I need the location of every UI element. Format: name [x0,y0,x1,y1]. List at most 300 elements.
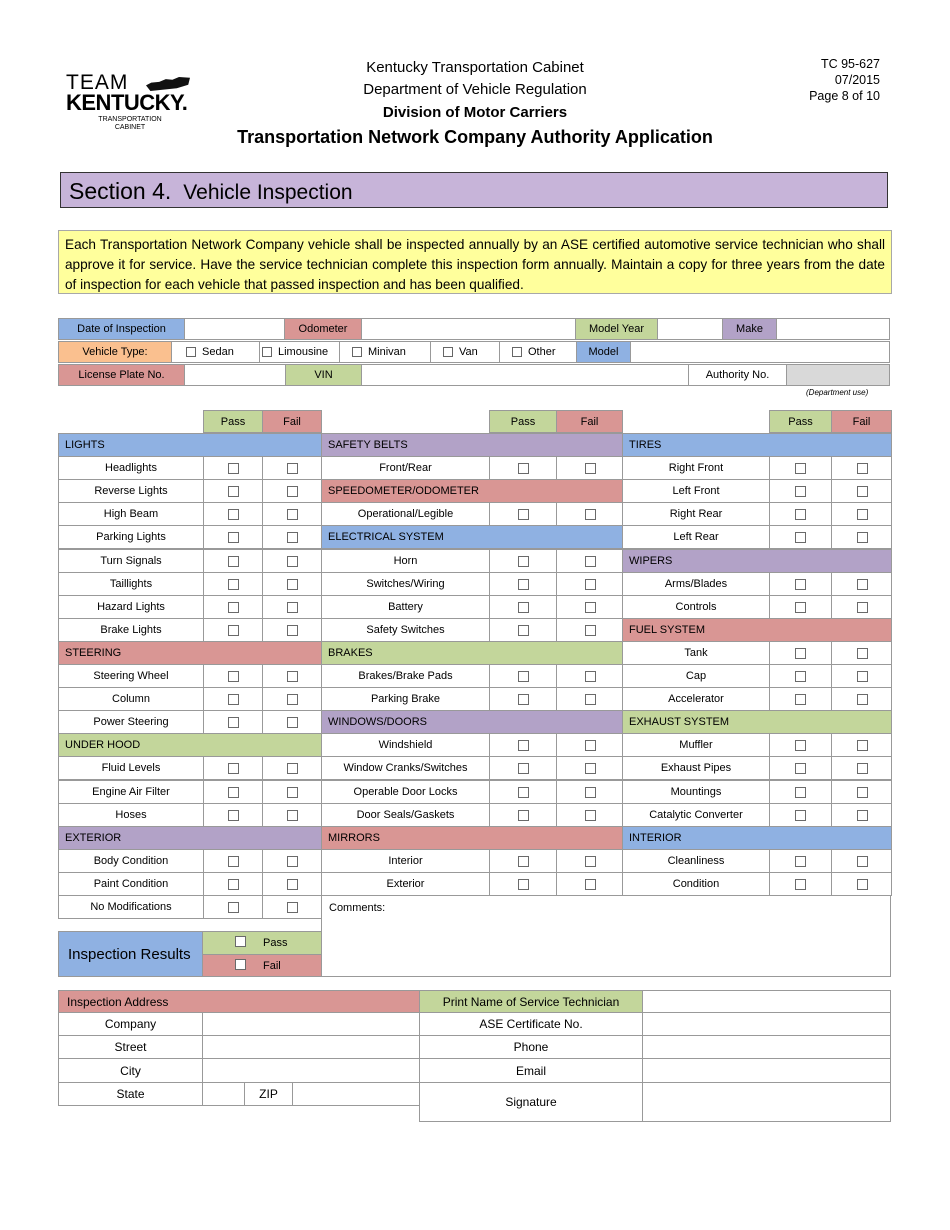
engine-air-filter-fail-checkbox[interactable] [287,787,298,798]
street-label: Street [58,1035,203,1059]
model-label: Model [576,341,631,363]
switches-wiring-fail-checkbox[interactable] [585,579,596,590]
fluid-levels-pass-checkbox[interactable] [228,763,239,774]
operational-legible-pass-checkbox[interactable] [518,509,529,520]
safety-switches-pass-checkbox[interactable] [518,625,529,636]
section-fuel-header: FUEL SYSTEM [622,618,892,642]
section-heading [60,172,888,208]
item-turn-signals-label: Turn Signals [58,549,204,573]
section-exterior-header: EXTERIOR [58,826,322,850]
item-operable-door-locks-fail-cell [556,780,623,804]
item-accelerator-pass-cell [769,687,832,711]
muffler-fail-checkbox[interactable] [857,740,868,751]
results-pass-label: Pass [263,937,288,949]
signature-field[interactable] [642,1082,891,1122]
item-body-condition-fail-cell [262,849,322,873]
headlights-pass-checkbox[interactable] [228,463,239,474]
right-rear-pass-checkbox[interactable] [795,509,806,520]
column-fail-checkbox[interactable] [287,694,298,705]
controls-pass-checkbox[interactable] [795,602,806,613]
item-left-rear-label: Left Rear [622,525,770,549]
item-exhaust-pipes-fail-cell [831,756,892,780]
steering-wheel-pass-checkbox[interactable] [228,671,239,682]
item-engine-air-filter-pass-cell [203,780,263,804]
item-right-rear-fail-cell [831,502,892,526]
inspection-address-header: Inspection Address [58,990,420,1013]
vehicle-type-sedan[interactable] [186,346,234,358]
item-paint-condition-pass-cell [203,872,263,896]
left-front-pass-checkbox[interactable] [795,486,806,497]
condition-fail-checkbox[interactable] [857,879,868,890]
item-turn-signals-pass-cell [203,549,263,573]
inspection-results-label: Inspection Results [58,931,203,977]
engine-air-filter-pass-checkbox[interactable] [228,787,239,798]
cleanliness-pass-checkbox[interactable] [795,856,806,867]
item-hazard-lights-pass-cell [203,595,263,619]
item-operational-legible-pass-cell [489,502,557,526]
vin-label: VIN [285,364,362,386]
headlights-fail-checkbox[interactable] [287,463,298,474]
paint-condition-pass-checkbox[interactable] [228,879,239,890]
item-switches-wiring-pass-cell [489,572,557,596]
section-under-hood-header: UNDER HOOD [58,733,322,757]
ase-certificate-label: ASE Certificate No. [419,1012,643,1036]
col3-fail-header: Fail [831,410,892,433]
section-brakes-header: BRAKES [321,641,623,665]
item-brake-lights-label: Brake Lights [58,618,204,642]
item-left-rear-fail-cell [831,525,892,549]
comments-label: Comments: [329,902,386,914]
item-door-seals-gaskets-fail-cell [556,803,623,827]
vehicle-type-other[interactable] [512,346,556,358]
street-field[interactable] [202,1035,420,1059]
col1-pass-header: Pass [203,410,263,433]
vehicle-type-limousine[interactable] [262,346,328,358]
item-reverse-lights-pass-cell [203,479,263,503]
item-hazard-lights-fail-cell [262,595,322,619]
item-operational-legible-label: Operational/Legible [321,502,490,526]
item-accelerator-fail-cell [831,687,892,711]
results-fail-option[interactable] [202,954,322,977]
door-seals-gaskets-fail-checkbox[interactable] [585,810,596,821]
hoses-fail-checkbox[interactable] [287,810,298,821]
zip-label: ZIP [244,1082,293,1106]
item-parking-brake-label: Parking Brake [321,687,490,711]
interior-pass-checkbox[interactable] [518,856,529,867]
item-cleanliness-fail-cell [831,849,892,873]
item-horn-label: Horn [321,549,490,573]
parking-brake-pass-checkbox[interactable] [518,694,529,705]
exterior-pass-checkbox[interactable] [518,879,529,890]
no-modifications-pass-checkbox[interactable] [228,902,239,913]
item-battery-pass-cell [489,595,557,619]
minivan-label: Minivan [368,346,406,358]
door-seals-gaskets-pass-checkbox[interactable] [518,810,529,821]
item-catalytic-converter-pass-cell [769,803,832,827]
page-number: Page 8 of 10 [809,89,880,103]
other-checkbox[interactable] [512,347,522,357]
company-field[interactable] [202,1012,420,1036]
item-switches-wiring-fail-cell [556,572,623,596]
item-catalytic-converter-label: Catalytic Converter [622,803,770,827]
ase-certificate-field[interactable] [642,1012,891,1036]
city-field[interactable] [202,1058,420,1083]
item-mountings-fail-cell [831,780,892,804]
window-cranks-switches-pass-checkbox[interactable] [518,763,529,774]
operable-door-locks-pass-checkbox[interactable] [518,787,529,798]
odometer-field[interactable] [361,318,576,340]
item-reverse-lights-label: Reverse Lights [58,479,204,503]
header-division: Division of Motor Carriers [382,104,568,121]
safety-switches-fail-checkbox[interactable] [585,625,596,636]
state-field[interactable] [202,1082,245,1106]
section-electrical-header: ELECTRICAL SYSTEM [321,525,623,549]
muffler-pass-checkbox[interactable] [795,740,806,751]
item-window-cranks-switches-pass-cell [489,756,557,780]
section-steering-header: STEERING [58,641,322,665]
item-brakes-brake-pads-label: Brakes/Brake Pads [321,664,490,688]
battery-fail-checkbox[interactable] [585,602,596,613]
operable-door-locks-fail-checkbox[interactable] [585,787,596,798]
mountings-pass-checkbox[interactable] [795,787,806,798]
brake-lights-pass-checkbox[interactable] [228,625,239,636]
item-headlights-label: Headlights [58,456,204,480]
item-left-rear-pass-cell [769,525,832,549]
item-high-beam-fail-cell [262,502,322,526]
item-front-rear-pass-cell [489,456,557,480]
operational-legible-fail-checkbox[interactable] [585,509,596,520]
windshield-fail-checkbox[interactable] [585,740,596,751]
van-label: Van [459,346,478,358]
item-mountings-pass-cell [769,780,832,804]
front-rear-pass-checkbox[interactable] [518,463,529,474]
item-fluid-levels-pass-cell [203,756,263,780]
front-rear-fail-checkbox[interactable] [585,463,596,474]
window-cranks-switches-fail-checkbox[interactable] [585,763,596,774]
item-battery-label: Battery [321,595,490,619]
limousine-checkbox[interactable] [262,347,272,357]
left-rear-pass-checkbox[interactable] [795,532,806,543]
technician-name-label: Print Name of Service Technician [419,990,643,1013]
technician-name-field[interactable] [642,990,891,1013]
reverse-lights-fail-checkbox[interactable] [287,486,298,497]
exhaust-pipes-pass-checkbox[interactable] [795,763,806,774]
item-column-fail-cell [262,687,322,711]
col2-fail-header: Fail [556,410,623,433]
item-horn-pass-cell [489,549,557,573]
item-exterior-pass-cell [489,872,557,896]
arms-blades-fail-checkbox[interactable] [857,579,868,590]
item-left-front-fail-cell [831,479,892,503]
model-year-field[interactable] [657,318,723,340]
item-operable-door-locks-label: Operable Door Locks [321,780,490,804]
condition-pass-checkbox[interactable] [795,879,806,890]
sedan-checkbox[interactable] [186,347,196,357]
item-left-front-label: Left Front [622,479,770,503]
item-power-steering-pass-cell [203,710,263,734]
switches-wiring-pass-checkbox[interactable] [518,579,529,590]
results-fail-checkbox[interactable] [235,959,246,970]
header-department: Department of Vehicle Regulation [363,81,587,98]
item-left-front-pass-cell [769,479,832,503]
tank-fail-checkbox[interactable] [857,648,868,659]
item-exterior-label: Exterior [321,872,490,896]
date-of-inspection-label: Date of Inspection [58,318,185,340]
item-exterior-fail-cell [556,872,623,896]
catalytic-converter-fail-checkbox[interactable] [857,810,868,821]
van-checkbox[interactable] [443,347,453,357]
department-use-note: (Department use) [806,388,869,397]
horn-fail-checkbox[interactable] [585,556,596,567]
item-controls-pass-cell [769,595,832,619]
section-lights-header: LIGHTS [58,433,322,457]
item-front-rear-fail-cell [556,456,623,480]
controls-fail-checkbox[interactable] [857,602,868,613]
item-no-modifications-label: No Modifications [58,895,204,919]
item-door-seals-gaskets-pass-cell [489,803,557,827]
item-brake-lights-pass-cell [203,618,263,642]
item-paint-condition-label: Paint Condition [58,872,204,896]
turn-signals-fail-checkbox[interactable] [287,556,298,567]
item-right-front-fail-cell [831,456,892,480]
hoses-pass-checkbox[interactable] [228,810,239,821]
section-speedometer-header: SPEEDOMETER/ODOMETER [321,479,623,503]
left-front-fail-checkbox[interactable] [857,486,868,497]
item-column-pass-cell [203,687,263,711]
header-form-title: Transportation Network Company Authority Application [237,127,713,147]
parking-lights-fail-checkbox[interactable] [287,532,298,543]
item-taillights-fail-cell [262,572,322,596]
tank-pass-checkbox[interactable] [795,648,806,659]
taillights-fail-checkbox[interactable] [287,579,298,590]
item-safety-switches-fail-cell [556,618,623,642]
item-hoses-label: Hoses [58,803,204,827]
item-brakes-brake-pads-pass-cell [489,664,557,688]
accelerator-fail-checkbox[interactable] [857,694,868,705]
item-mountings-label: Mountings [622,780,770,804]
section-mirrors-header: MIRRORS [321,826,623,850]
phone-field[interactable] [642,1035,891,1059]
fluid-levels-fail-checkbox[interactable] [287,763,298,774]
brakes-brake-pads-pass-checkbox[interactable] [518,671,529,682]
email-field[interactable] [642,1058,891,1083]
catalytic-converter-pass-checkbox[interactable] [795,810,806,821]
item-window-cranks-switches-fail-cell [556,756,623,780]
item-accelerator-label: Accelerator [622,687,770,711]
model-field[interactable] [630,341,890,363]
item-headlights-fail-cell [262,456,322,480]
section-windows-header: WINDOWS/DOORS [321,710,623,734]
exterior-fail-checkbox[interactable] [585,879,596,890]
item-brake-lights-fail-cell [262,618,322,642]
item-windshield-pass-cell [489,733,557,757]
item-exhaust-pipes-label: Exhaust Pipes [622,756,770,780]
item-hoses-fail-cell [262,803,322,827]
brake-lights-fail-checkbox[interactable] [287,625,298,636]
make-label: Make [722,318,777,340]
section-interior-header: INTERIOR [622,826,892,850]
license-plate-label: License Plate No. [58,364,185,386]
item-exhaust-pipes-pass-cell [769,756,832,780]
vehicle-type-minivan[interactable] [352,346,406,358]
city-label: City [58,1058,203,1083]
item-reverse-lights-fail-cell [262,479,322,503]
hazard-lights-pass-checkbox[interactable] [228,602,239,613]
other-label: Other [528,346,556,358]
turn-signals-pass-checkbox[interactable] [228,556,239,567]
state-label: State [58,1082,203,1106]
phone-label: Phone [419,1035,643,1059]
item-window-cranks-switches-label: Window Cranks/Switches [321,756,490,780]
item-controls-label: Controls [622,595,770,619]
reverse-lights-pass-checkbox[interactable] [228,486,239,497]
high-beam-pass-checkbox[interactable] [228,509,239,520]
interior-fail-checkbox[interactable] [585,856,596,867]
item-power-steering-fail-cell [262,710,322,734]
item-parking-lights-pass-cell [203,525,263,549]
item-taillights-label: Taillights [58,572,204,596]
item-windshield-fail-cell [556,733,623,757]
item-horn-fail-cell [556,549,623,573]
battery-pass-checkbox[interactable] [518,602,529,613]
logo-team-text: TEAM [66,71,129,94]
left-rear-fail-checkbox[interactable] [857,532,868,543]
authority-no-label: Authority No. [688,364,787,386]
power-steering-fail-checkbox[interactable] [287,717,298,728]
item-engine-air-filter-label: Engine Air Filter [58,780,204,804]
paint-condition-fail-checkbox[interactable] [287,879,298,890]
vehicle-type-options [171,341,577,363]
item-door-seals-gaskets-label: Door Seals/Gaskets [321,803,490,827]
item-body-condition-pass-cell [203,849,263,873]
item-body-condition-label: Body Condition [58,849,204,873]
form-date: 07/2015 [834,73,880,87]
item-parking-brake-pass-cell [489,687,557,711]
signature-label: Signature [419,1082,643,1122]
header-agency: Kentucky Transportation Cabinet [366,59,584,76]
item-interior-fail-cell [556,849,623,873]
item-no-modifications-fail-cell [262,895,322,919]
item-hoses-pass-cell [203,803,263,827]
steering-wheel-fail-checkbox[interactable] [287,671,298,682]
minivan-checkbox[interactable] [352,347,362,357]
item-parking-lights-label: Parking Lights [58,525,204,549]
windshield-pass-checkbox[interactable] [518,740,529,751]
high-beam-fail-checkbox[interactable] [287,509,298,520]
exhaust-pipes-fail-checkbox[interactable] [857,763,868,774]
form-code-block [809,56,880,104]
arms-blades-pass-checkbox[interactable] [795,579,806,590]
item-right-rear-label: Right Rear [622,502,770,526]
item-muffler-label: Muffler [622,733,770,757]
item-muffler-fail-cell [831,733,892,757]
item-parking-lights-fail-cell [262,525,322,549]
item-steering-wheel-label: Steering Wheel [58,664,204,688]
company-label: Company [58,1012,203,1036]
section-title: Vehicle Inspection [183,181,353,204]
horn-pass-checkbox[interactable] [518,556,529,567]
parking-lights-pass-checkbox[interactable] [228,532,239,543]
vehicle-type-label: Vehicle Type: [58,341,172,363]
col2-pass-header: Pass [489,410,557,433]
brakes-brake-pads-fail-checkbox[interactable] [585,671,596,682]
cleanliness-fail-checkbox[interactable] [857,856,868,867]
body-condition-fail-checkbox[interactable] [287,856,298,867]
make-field[interactable] [776,318,890,340]
zip-field[interactable] [292,1082,420,1106]
sedan-label: Sedan [202,346,234,358]
hazard-lights-fail-checkbox[interactable] [287,602,298,613]
right-front-fail-checkbox[interactable] [857,463,868,474]
item-windshield-label: Windshield [321,733,490,757]
item-power-steering-label: Power Steering [58,710,204,734]
item-catalytic-converter-fail-cell [831,803,892,827]
item-interior-pass-cell [489,849,557,873]
power-steering-pass-checkbox[interactable] [228,717,239,728]
item-cleanliness-pass-cell [769,849,832,873]
item-high-beam-pass-cell [203,502,263,526]
item-no-modifications-pass-cell [203,895,263,919]
right-front-pass-checkbox[interactable] [795,463,806,474]
comments-box[interactable] [321,895,891,977]
license-plate-field[interactable] [184,364,286,386]
item-tank-pass-cell [769,641,832,665]
item-front-rear-label: Front/Rear [321,456,490,480]
accelerator-pass-checkbox[interactable] [795,694,806,705]
section-number: Section 4. [69,178,172,204]
results-pass-checkbox[interactable] [235,936,246,947]
results-fail-label: Fail [263,959,281,972]
item-arms-blades-label: Arms/Blades [622,572,770,596]
cap-pass-checkbox[interactable] [795,671,806,682]
item-battery-fail-cell [556,595,623,619]
item-steering-wheel-pass-cell [203,664,263,688]
mountings-fail-checkbox[interactable] [857,787,868,798]
item-column-label: Column [58,687,204,711]
item-condition-label: Condition [622,872,770,896]
item-engine-air-filter-fail-cell [262,780,322,804]
vehicle-type-van[interactable] [443,346,478,358]
item-safety-switches-label: Safety Switches [321,618,490,642]
item-hazard-lights-label: Hazard Lights [58,595,204,619]
item-steering-wheel-fail-cell [262,664,322,688]
item-right-front-pass-cell [769,456,832,480]
section-wipers-header: WIPERS [622,549,892,573]
section-tires-header: TIRES [622,433,892,457]
right-rear-fail-checkbox[interactable] [857,509,868,520]
vin-field[interactable] [361,364,689,386]
cap-fail-checkbox[interactable] [857,671,868,682]
no-modifications-fail-checkbox[interactable] [287,902,298,913]
item-arms-blades-fail-cell [831,572,892,596]
model-year-label: Model Year [575,318,658,340]
odometer-label: Odometer [284,318,362,340]
section-safety-belts-header: SAFETY BELTS [321,433,623,457]
section-exhaust-header: EXHAUST SYSTEM [622,710,892,734]
item-condition-pass-cell [769,872,832,896]
results-pass-option[interactable] [202,931,322,955]
item-condition-fail-cell [831,872,892,896]
parking-brake-fail-checkbox[interactable] [585,694,596,705]
item-operable-door-locks-pass-cell [489,780,557,804]
date-of-inspection-field[interactable] [184,318,285,340]
taillights-pass-checkbox[interactable] [228,579,239,590]
item-parking-brake-fail-cell [556,687,623,711]
email-label: Email [419,1058,643,1083]
column-pass-checkbox[interactable] [228,694,239,705]
item-safety-switches-pass-cell [489,618,557,642]
body-condition-pass-checkbox[interactable] [228,856,239,867]
